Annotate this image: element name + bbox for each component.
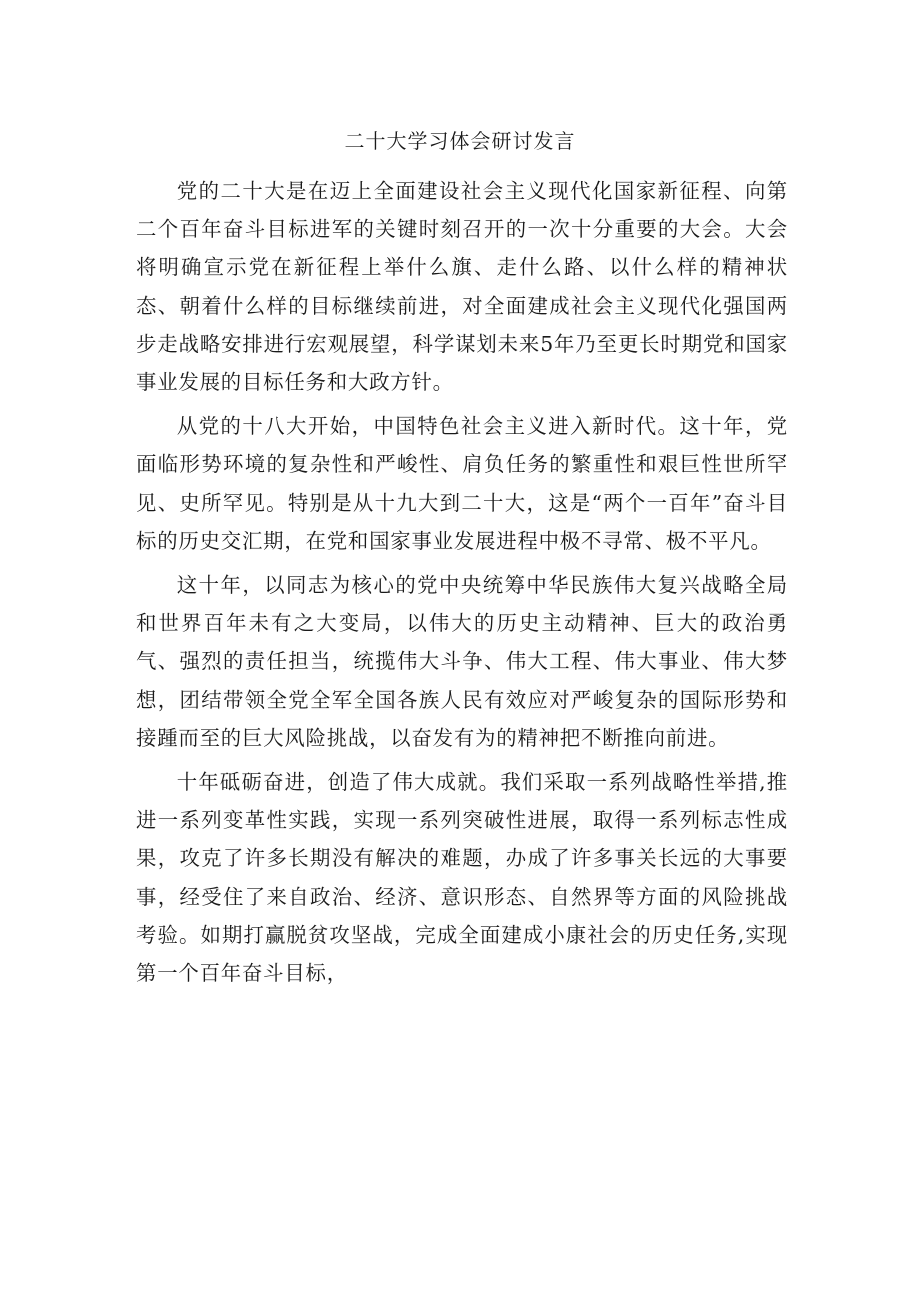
document-body [136, 172, 788, 992]
paragraph-1: 党的二十大是在迈上全面建设社会主义现代化国家新征程、向第二个百年奋斗目标进军的关键时刻召开的一次十分重要的大会。大会将明确宣示党在新征程上举什么旗、走什么路、以什么样的精神状态、朝着什么样的目标继续前进，对全面建成社会主义现代化强国两步走战略安排进行宏观展望，科学谋划未来5年乃至更长时期党和国家事业发展的目标任务和大政方针。 [136, 179, 788, 395]
paragraph-4: 十年砥砺奋进，创造了伟大成就。我们采取一系列战略性举措,推进一系列变革性实践，实现一系列突破性进展，取得一系列标志性成果，攻克了许多长期没有解决的难题，办成了许多事关长远的大事要事，经受住了来自政治、经济、意识形态、自然界等方面的风险挑战考验。如期打赢脱贫攻坚战，完成全面建成小康社会的历史任务,实现第一个百年奋斗目标， [136, 770, 788, 986]
paragraph-3: 这十年，以同志为核心的党中央统筹中华民族伟大复兴战略全局和世界百年未有之大变局，以伟大的历史主动精神、巨大的政治勇气、强烈的责任担当，统揽伟大斗争、伟大工程、伟大事业、伟大梦想，团结带领全党全军全国各族人民有效应对严峻复杂的国际形势和接踵而至的巨大风险挑战，以奋发有为的精神把不断推向前进。 [136, 573, 788, 750]
paragraph-2: 从党的十八大开始，中国特色社会主义进入新时代。这十年，党面临形势环境的复杂性和严峻性、肩负任务的繁重性和艰巨性世所罕见、史所罕见。特别是从十九大到二十大，这是“两个一百年”奋斗目标的历史交汇期，在党和国家事业发展进程中极不寻常、极不平凡。 [136, 414, 788, 553]
document-title: 二十大学习体会研讨发言 [344, 129, 576, 153]
